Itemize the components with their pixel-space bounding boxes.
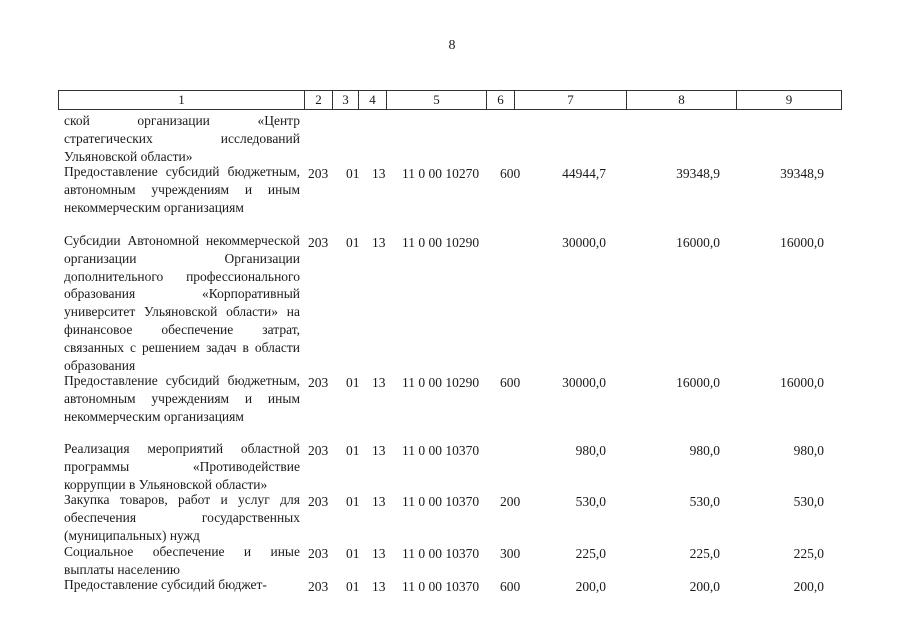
row-amount-col8: 225,0 xyxy=(689,546,720,561)
row-amount-col7: 200,0 xyxy=(575,579,606,594)
row-subsection-code: 13 xyxy=(372,166,386,181)
row-amount-col9: 16000,0 xyxy=(780,235,824,250)
header-col-2: 2 xyxy=(305,91,333,109)
header-col-6: 6 xyxy=(487,91,515,109)
row-description: Закупка товаров, работ и услуг для обеспечения государственных (муниципальных) нужд xyxy=(64,492,300,543)
row-amount-col9: 39348,9 xyxy=(780,166,824,181)
row-target-code: 11 0 00 10370 xyxy=(402,494,480,509)
row-amount-col9: 16000,0 xyxy=(780,375,824,390)
row-subsection-code: 13 xyxy=(372,375,386,390)
row-subsection-code: 13 xyxy=(372,443,386,458)
row-admin-code: 203 xyxy=(308,546,329,561)
row-admin-code: 203 xyxy=(308,235,329,250)
row-amount-col8: 980,0 xyxy=(689,443,720,458)
row-subsection-code: 13 xyxy=(372,494,386,509)
row-target-code: 11 0 00 10370 xyxy=(402,546,480,561)
header-col-3: 3 xyxy=(333,91,359,109)
row-subsection-code: 13 xyxy=(372,579,386,594)
row-amount-col8: 16000,0 xyxy=(676,235,720,250)
row-subsection-code: 13 xyxy=(372,546,386,561)
row-description: Субсидии Автономной некоммерческой организации Организации дополнительного профессионального образования «Корпоративный университет Ульяновской области» на финансовое обеспечение затрат, связанных с решением задач в области образования xyxy=(64,233,300,373)
row-amount-col9: 200,0 xyxy=(793,579,824,594)
row-amount-col7: 30000,0 xyxy=(562,235,606,250)
header-col-7: 7 xyxy=(515,91,627,109)
row-amount-col8: 200,0 xyxy=(689,579,720,594)
row-description: Социальное обеспечение и иные выплаты населению xyxy=(64,544,300,577)
row-amount-col7: 980,0 xyxy=(575,443,606,458)
row-target-code: 11 0 00 10370 xyxy=(402,443,480,458)
row-expense-type: 600 xyxy=(500,166,521,181)
row-section-code: 01 xyxy=(346,443,360,458)
row-section-code: 01 xyxy=(346,494,360,509)
row-target-code: 11 0 00 10290 xyxy=(402,375,480,390)
row-section-code: 01 xyxy=(346,375,360,390)
header-col-5: 5 xyxy=(387,91,487,109)
row-section-code: 01 xyxy=(346,235,360,250)
row-expense-type: 300 xyxy=(500,546,521,561)
row-target-code: 11 0 00 10270 xyxy=(402,166,480,181)
row-admin-code: 203 xyxy=(308,443,329,458)
row-amount-col9: 225,0 xyxy=(793,546,824,561)
row-amount-col7: 44944,7 xyxy=(562,166,606,181)
header-col-1: 1 xyxy=(59,91,305,109)
row-description: Предоставление субсидий бюджетным, автономным учреждениям и иным некоммерческим организациям xyxy=(64,373,300,424)
row-amount-col8: 16000,0 xyxy=(676,375,720,390)
row-section-code: 01 xyxy=(346,166,360,181)
row-amount-col7: 225,0 xyxy=(575,546,606,561)
page-number: 8 xyxy=(448,38,456,53)
row-amount-col7: 530,0 xyxy=(575,494,606,509)
row-target-code: 11 0 00 10370 xyxy=(402,579,480,594)
row-amount-col9: 980,0 xyxy=(793,443,824,458)
row-admin-code: 203 xyxy=(308,166,329,181)
row-section-code: 01 xyxy=(346,579,360,594)
row-amount-col8: 530,0 xyxy=(689,494,720,509)
row-admin-code: 203 xyxy=(308,375,329,390)
row-admin-code: 203 xyxy=(308,579,329,594)
header-col-8: 8 xyxy=(627,91,737,109)
row-expense-type: 200 xyxy=(500,494,521,509)
row-amount-col8: 39348,9 xyxy=(676,166,720,181)
row-admin-code: 203 xyxy=(308,494,329,509)
header-col-9: 9 xyxy=(785,92,793,107)
row-amount-col9: 530,0 xyxy=(793,494,824,509)
row-target-code: 11 0 00 10290 xyxy=(402,235,480,250)
row-expense-type: 600 xyxy=(500,375,521,390)
row-description: Предоставление субсидий бюджетным, автономным учреждениям и иным некоммерческим организациям xyxy=(64,164,300,215)
table-header xyxy=(58,90,842,110)
row-amount-col7: 30000,0 xyxy=(562,375,606,390)
row-section-code: 01 xyxy=(346,546,360,561)
row-description: ской организации «Центр стратегических исследований Ульяновской области» xyxy=(64,113,300,164)
row-description: Реализация мероприятий областной программы «Противодействие коррупции в Ульяновской области» xyxy=(64,441,300,492)
header-col-4: 4 xyxy=(359,91,387,109)
row-description: Предоставление субсидий бюджет- xyxy=(64,577,267,592)
row-expense-type: 600 xyxy=(500,579,521,594)
row-subsection-code: 13 xyxy=(372,235,386,250)
